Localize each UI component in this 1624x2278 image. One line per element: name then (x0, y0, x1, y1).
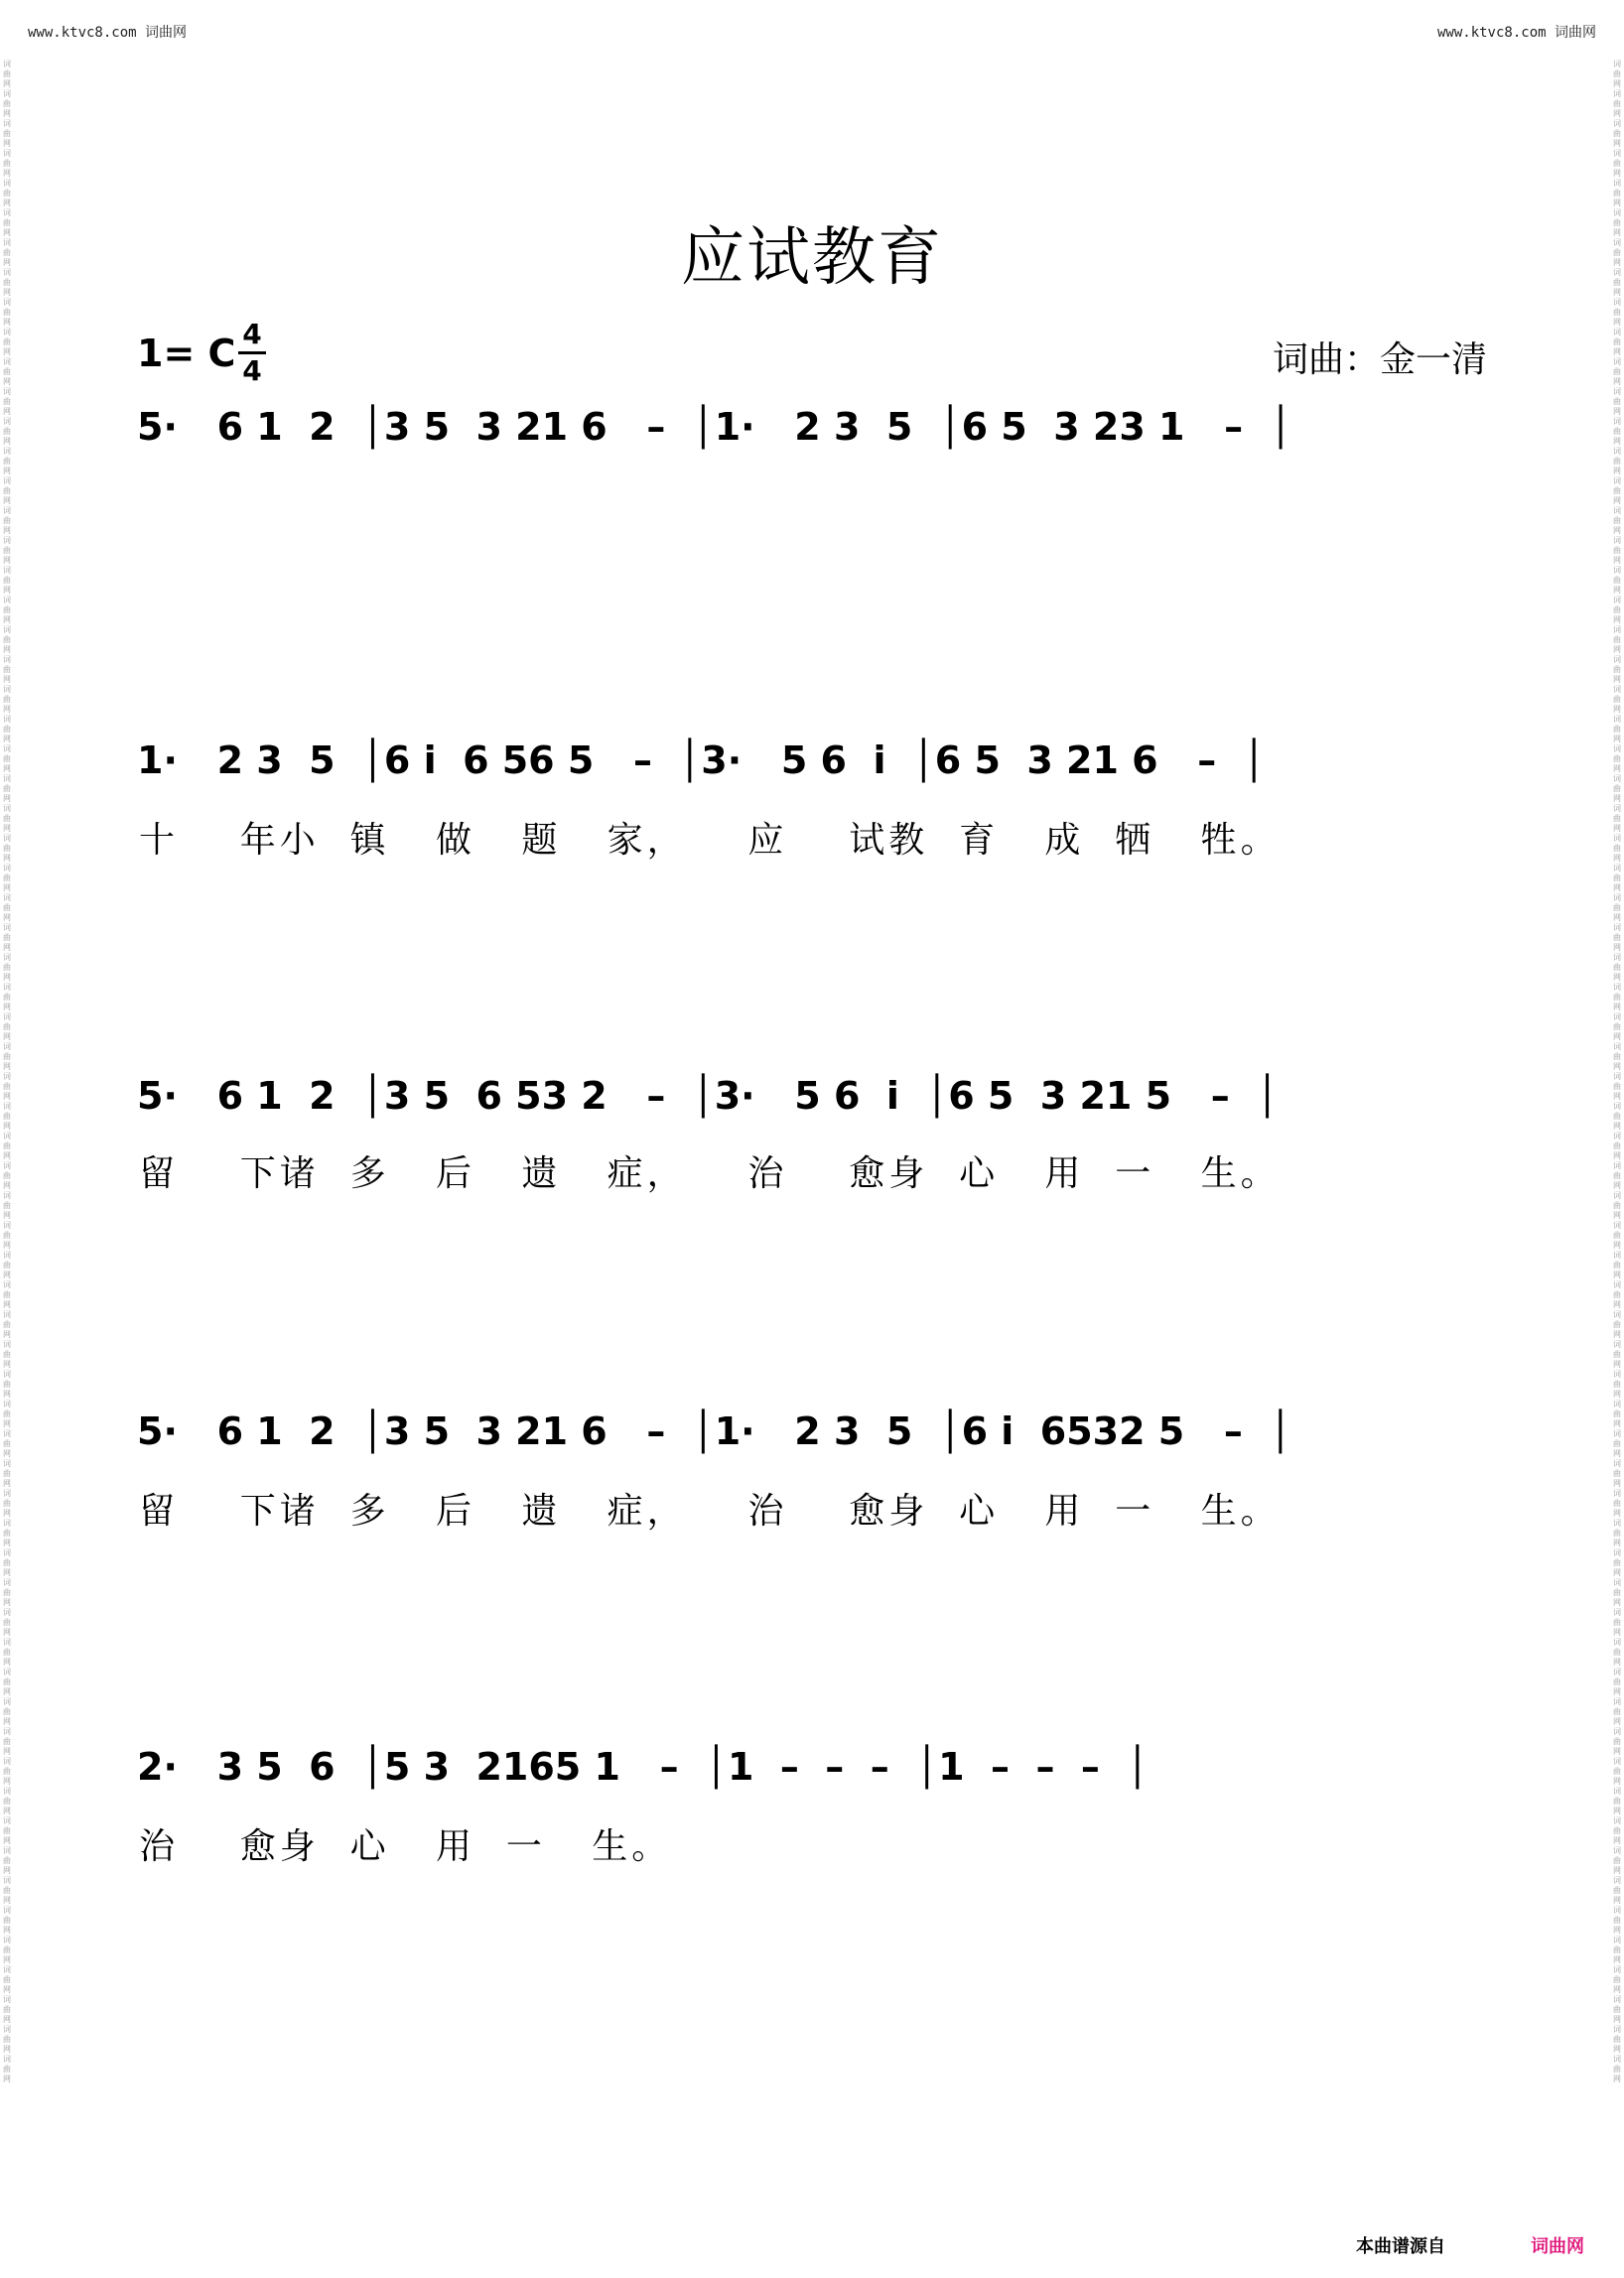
time-signature (238, 320, 266, 386)
notation-line-5: 2· 3 5 6 │5 3 2165 1 – │1 – – – │1 – – – │ (137, 1745, 1150, 1789)
notation-line-4: 5· 6 1 2 │3 5 3 21 6 – │1· 2 3 5 │6 i 6532 5 – │ (137, 1409, 1292, 1453)
song-title: 应试教育 (681, 221, 943, 295)
notation-line-3: 5· 6 1 2 │3 5 6 53 2 – │3· 5 6 i │6 5 3 21 5 – │ (137, 1074, 1280, 1118)
key-signature: 1= C (137, 332, 236, 375)
side-watermark-right: 词曲网词曲网词曲网词曲网词曲网词曲网词曲网词曲网词曲网词曲网词曲网词曲网词曲网词曲网词曲网词曲网词曲网词曲网词曲网词曲网词曲网词曲网词曲网词曲网词曲网词曲网词曲网词曲网词曲网词曲网词曲网词曲网词曲网词曲网词曲网词曲网词曲网词曲网词曲网词曲网词曲网词曲网词曲网词曲网词曲网词曲网词曲网词曲网词曲网词曲网词曲网词曲网词曲网词曲网词曲网词曲网词曲网词曲网词曲网词曲网词曲网词曲网词曲网词曲网词曲网词曲网词曲网词曲网 (1613, 60, 1621, 2083)
lyrics-line-3: 留 下诸 多 后 遗 症， 治 愈身 心 用 一 生。 (139, 1153, 1281, 1194)
side-watermark-left: 词曲网词曲网词曲网词曲网词曲网词曲网词曲网词曲网词曲网词曲网词曲网词曲网词曲网词曲网词曲网词曲网词曲网词曲网词曲网词曲网词曲网词曲网词曲网词曲网词曲网词曲网词曲网词曲网词曲网词曲网词曲网词曲网词曲网词曲网词曲网词曲网词曲网词曲网词曲网词曲网词曲网词曲网词曲网词曲网词曲网词曲网词曲网词曲网词曲网词曲网词曲网词曲网词曲网词曲网词曲网词曲网词曲网词曲网词曲网词曲网词曲网词曲网词曲网词曲网词曲网词曲网词曲网词曲网 (3, 60, 11, 2083)
site-watermark-top-left: www.ktvc8.com 词曲网 (28, 25, 188, 41)
site-watermark-top-right: www.ktvc8.com 词曲网 (1436, 25, 1596, 41)
notation-line-2: 1· 2 3 5 │6 i 6 56 5 – │3· 5 6 i │6 5 3 21 6 – │ (137, 738, 1266, 782)
notation-line-1: 5· 6 1 2 │3 5 3 21 6 – │1· 2 3 5 │6 5 3 23 1 – │ (137, 405, 1292, 449)
lyrics-line-2: 十 年小 镇 做 题 家， 应 试教 育 成 牺 牲。 (139, 820, 1281, 861)
time-signature-bottom: 4 (242, 354, 262, 387)
footer-brand-link[interactable]: 词曲网 (1531, 2236, 1584, 2257)
lyrics-line-4: 留 下诸 多 后 遗 症， 治 愈身 心 用 一 生。 (139, 1491, 1281, 1532)
time-signature-top: 4 (242, 318, 262, 350)
lyricist-composer: 词曲：金一清 (1272, 339, 1487, 380)
lyrics-line-5: 治 愈身 心 用 一 生。 (139, 1826, 672, 1867)
footer-source-label: 本曲谱源自 (1356, 2236, 1445, 2257)
